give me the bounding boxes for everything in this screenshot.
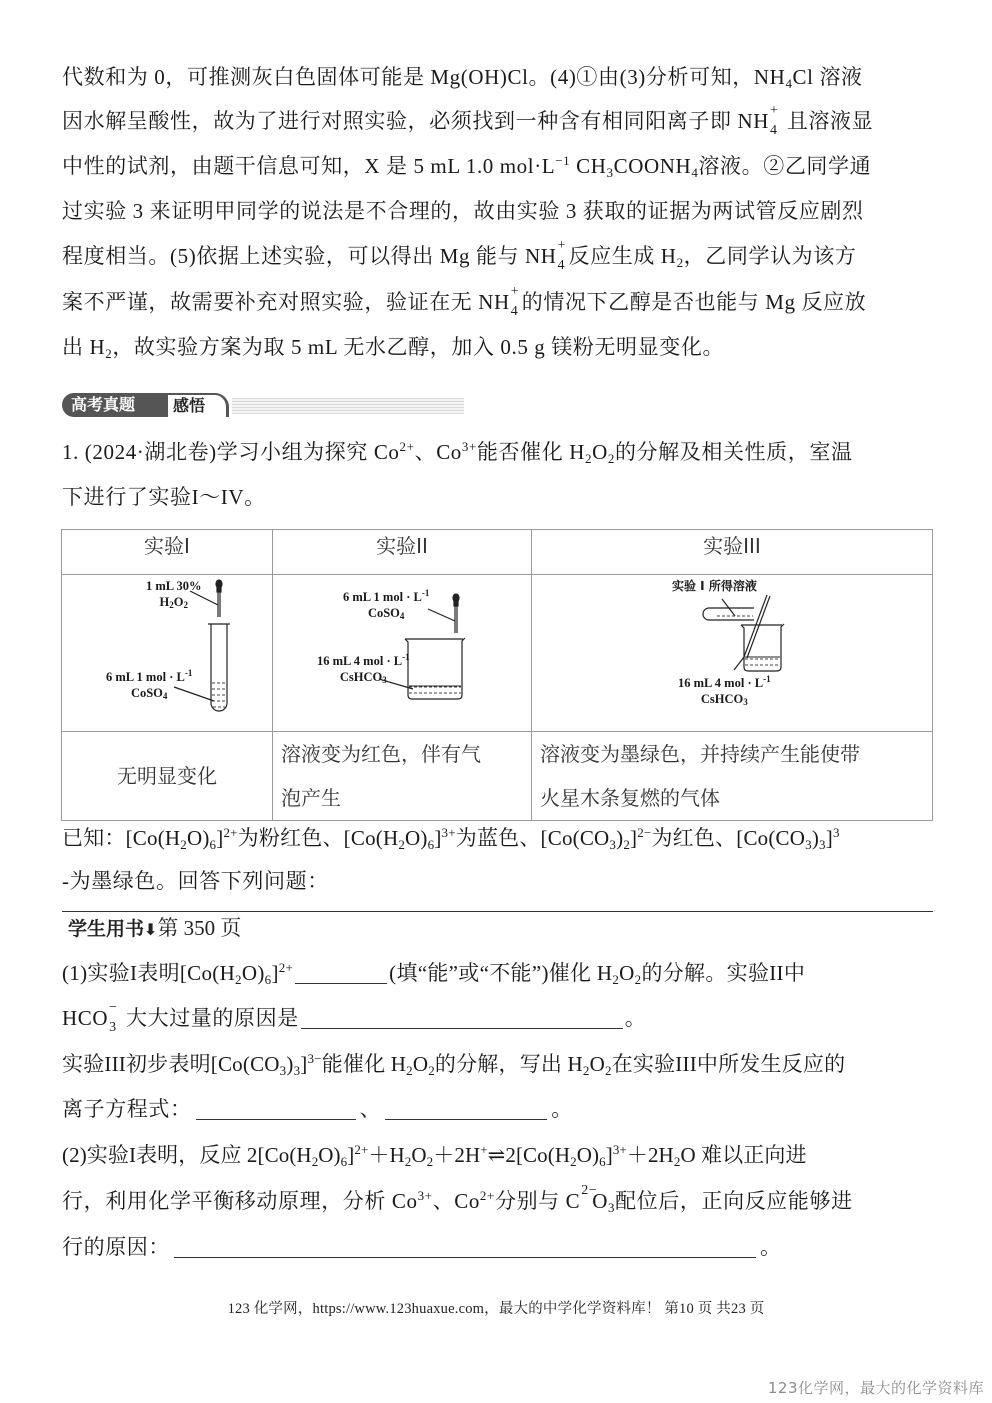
subscript: 2 <box>105 346 113 361</box>
text: (1)实验I表明[Co(H <box>62 961 236 985</box>
text: 16 mL 4 mol · L <box>678 676 764 690</box>
text: 、Co <box>432 1189 480 1213</box>
text: 学生用书 <box>68 918 145 940</box>
superscript: 3 <box>832 825 840 840</box>
text: 的分解，写出 H <box>434 1052 583 1076</box>
ion-charge <box>769 103 781 138</box>
subscript: 2 <box>582 1063 590 1078</box>
superscript: -1 <box>402 652 410 662</box>
superscript: + <box>769 103 779 118</box>
text: 实验III初步表明[Co(CO <box>62 1052 280 1076</box>
subscript: 2 <box>398 837 406 852</box>
exp2-result <box>273 732 532 821</box>
subscript: 4 <box>399 611 405 621</box>
text: 的情况下乙醇是否也能与 Mg 反应放 <box>521 290 867 314</box>
text: 在实验III中所发生反应的 <box>611 1052 846 1076</box>
text: O <box>411 1143 427 1167</box>
exp3-diagram-cell <box>532 575 933 732</box>
text: 、Co <box>414 440 462 464</box>
superscript: 3+ <box>612 1142 627 1157</box>
text: ] <box>216 826 224 850</box>
subscript: 3 <box>805 837 812 852</box>
subscript: 6 <box>427 837 435 852</box>
text: O <box>592 1189 608 1213</box>
text: O <box>592 440 608 464</box>
analysis-line-4: 过实验 3 来证明甲同学的说法是不合理的，故由实验 3 获取的证据为两试管反应剧烈 <box>62 199 864 223</box>
text: 溶液。②乙同学通 <box>698 154 872 178</box>
text: ] <box>825 826 833 850</box>
page-ref: 第 350 页 <box>157 916 242 940</box>
text: 。 <box>551 1097 573 1121</box>
text: 反应生成 H <box>568 244 677 268</box>
ion-charge <box>108 1000 120 1035</box>
text: H <box>159 595 170 609</box>
text: 离子方程式： <box>62 1097 192 1121</box>
analysis-line-7 <box>62 332 724 362</box>
text: 、 <box>359 1097 382 1121</box>
text: ＋2H <box>626 1143 674 1167</box>
subscript: 2 <box>570 1154 577 1169</box>
page-footer: 123 化学网，https://www.123huaxue.com，最大的中学化学资料库！ 第10 页 共23 页 <box>227 1301 765 1317</box>
text: ＋2H <box>433 1143 481 1167</box>
superscript: 2+ <box>223 825 238 840</box>
text: O) <box>241 961 265 985</box>
subscript: 3 <box>606 165 614 180</box>
subscript: 2 <box>605 1063 612 1078</box>
subscript: 2 <box>235 972 242 987</box>
known-line-1 <box>62 823 840 853</box>
subscript: 2 <box>612 972 620 987</box>
subscript: 3 <box>608 1200 616 1215</box>
text: CsHCO <box>339 670 383 684</box>
text: 溶液变为墨绿色，并持续产生能使带 <box>540 742 860 766</box>
text: 1 mL 30% <box>146 579 202 593</box>
text: 6 mL 1 mol · L <box>106 670 185 684</box>
subscript: 4 <box>557 258 566 273</box>
subscript: 2 <box>623 837 631 852</box>
text: 且溶液显 <box>780 109 874 133</box>
text: ] <box>605 1143 613 1167</box>
text: COONH <box>613 154 692 178</box>
q1-line-2 <box>62 1000 647 1035</box>
down-arrow-icon: ⬇ <box>144 920 158 939</box>
header-exp2: 实验II <box>273 530 532 575</box>
subscript: 2 <box>426 1154 434 1169</box>
banner-right-label: 感悟 <box>165 393 229 417</box>
q2-line-3 <box>62 1232 782 1262</box>
banner-left-label: 高考真题 <box>62 393 168 417</box>
text: (2)实验I表明，反应 2[Co(H <box>62 1143 312 1167</box>
q1-line-3 <box>62 1049 845 1079</box>
subscript: 3 <box>743 697 748 707</box>
text: ，故实验方案为取 5 mL 无水乙醇，加入 0.5 g 镁粉无明显变化。 <box>112 335 725 359</box>
text: 因水解呈酸性，故为了进行对照实验，必须找到一种含有相同阳离子即 NH <box>62 109 769 133</box>
subscript: 2 <box>311 1154 319 1169</box>
table-header-row <box>62 530 933 575</box>
superscript: 2+ <box>479 1188 495 1203</box>
superscript: -1 <box>184 668 193 678</box>
superscript: 2+ <box>278 960 294 975</box>
superscript: 2− <box>581 1183 598 1198</box>
superscript: -1 <box>763 674 771 684</box>
text: ] <box>271 961 279 985</box>
superscript: 3+ <box>441 825 456 840</box>
text: O) <box>405 826 428 850</box>
subscript: 2 <box>634 972 642 987</box>
analysis-line-5 <box>62 238 857 273</box>
text: ] <box>434 826 442 850</box>
superscript: + <box>557 238 567 253</box>
test-tube-dropper-icon <box>62 575 272 731</box>
ion-charge <box>557 238 569 273</box>
text: Cl 溶液 <box>792 65 863 89</box>
subscript: 2 <box>404 1154 412 1169</box>
superscript: + <box>480 1142 488 1157</box>
table-result-row <box>62 732 933 821</box>
text: 溶液变为红色，伴有气 <box>281 742 481 766</box>
text: 代数和为 0，可推测灰白色固体可能是 Mg(OH)Cl。(4)①由(3)分析可知，NH <box>62 65 786 89</box>
superscript: 2− <box>637 825 652 840</box>
banner-stripes <box>232 398 464 414</box>
text: 出 H <box>62 335 106 359</box>
subscript: 4 <box>691 165 699 180</box>
exp3-top-label: 实验 I 所得溶液 <box>672 579 757 593</box>
subscript: 6 <box>209 837 217 852</box>
subscript: 4 <box>785 76 793 91</box>
text: 的分解及相关性质，室温 <box>614 440 853 464</box>
analysis-line-2 <box>62 103 874 138</box>
section-banner <box>62 392 462 418</box>
text: CoSO <box>130 686 163 700</box>
exp1-result: 无明显变化 <box>62 732 273 821</box>
text: O) <box>318 1143 341 1167</box>
text: O 难以正向进 <box>680 1143 807 1167</box>
ion-charge <box>580 1183 598 1208</box>
superscript: 3− <box>307 1051 322 1066</box>
superscript: 2+ <box>399 439 415 454</box>
text: 配位后，正向反应能够进 <box>615 1189 853 1213</box>
ion-charge <box>510 284 522 319</box>
text: 的分解。实验II中 <box>641 961 806 985</box>
subscript: 4 <box>769 123 778 138</box>
q2-line-1 <box>62 1140 807 1170</box>
text: 。 <box>760 1235 782 1259</box>
subscript: 6 <box>340 1154 348 1169</box>
beaker-dropper-icon <box>273 575 531 731</box>
superscript: −1 <box>555 153 571 168</box>
answer-blank-2[interactable] <box>301 1006 623 1029</box>
text: 大大过量的原因是 <box>120 1006 299 1030</box>
subscript: 2 <box>183 600 189 610</box>
text: ) <box>616 826 624 850</box>
subscript: 4 <box>162 691 168 701</box>
text: ⇌2[Co(H <box>487 1143 571 1167</box>
text: ] <box>300 1052 308 1076</box>
text: 。 <box>624 1006 647 1030</box>
text: 能催化 H <box>321 1052 407 1076</box>
question-line-1 <box>62 437 853 467</box>
text: 行的原因： <box>62 1235 170 1259</box>
known-line-2: -为墨绿色。回答下列问题： <box>62 869 329 893</box>
text: CoSO <box>367 606 400 620</box>
text: O) <box>186 826 210 850</box>
text: CsHCO <box>700 692 744 706</box>
text: 1. (2024·湖北卷)学习小组为探究 Co <box>62 440 400 464</box>
subscript: 2 <box>676 255 684 270</box>
analysis-line-1 <box>62 62 863 92</box>
text: O <box>412 1052 429 1076</box>
q2-line-2 <box>62 1183 853 1216</box>
subscript: 4 <box>510 304 519 319</box>
text: 泡产生 <box>281 786 341 810</box>
subscript: 3 <box>609 837 617 852</box>
header-exp3: 实验III <box>532 530 933 575</box>
student-book-note <box>68 913 241 945</box>
answer-blank-5[interactable] <box>174 1235 756 1258</box>
text: 已知：[Co(H <box>62 826 181 850</box>
superscript: 3+ <box>461 439 477 454</box>
subscript: 2 <box>673 1154 681 1169</box>
pouring-tube-beaker-icon <box>532 575 932 731</box>
text: 为蓝色、[Co(CO <box>455 826 610 850</box>
subscript: 2 <box>180 837 187 852</box>
analysis-line-3 <box>62 151 871 181</box>
text: 中性的试剂，由题干信息可知，X 是 5 mL 1.0 mol·L <box>62 154 556 178</box>
subscript: 3 <box>109 1020 117 1035</box>
exp3-result <box>532 732 933 821</box>
text: O) <box>576 1143 600 1167</box>
text: 为红色、[Co(CO <box>651 826 806 850</box>
answer-blank-1[interactable] <box>295 961 387 984</box>
text: 案不严谨，故需要补充对照实验，验证在无 NH <box>62 290 510 314</box>
subscript: 2 <box>584 451 593 466</box>
subscript: 6 <box>599 1154 606 1169</box>
subscript: 3 <box>293 1063 301 1078</box>
superscript: − <box>109 1000 118 1015</box>
text: 6 mL 1 mol · L <box>343 590 422 604</box>
text: 行，利用化学平衡移动原理，分析 Co <box>62 1189 418 1213</box>
text: O <box>589 1052 605 1076</box>
superscript: + <box>510 284 520 299</box>
section-divider <box>62 911 933 912</box>
subscript: 2 <box>428 1063 435 1078</box>
text: ] <box>347 1143 355 1167</box>
text: HCO <box>62 1006 109 1030</box>
text: (填“能”或“不能”)催化 H <box>389 961 613 985</box>
answer-blank-3[interactable] <box>196 1097 356 1120</box>
question-line-2: 下进行了实验I～IV。 <box>62 485 266 509</box>
exp1-diagram-cell <box>62 575 273 732</box>
subscript: 3 <box>819 837 826 852</box>
text: 为粉红色、[Co(H <box>237 826 399 850</box>
text: 16 mL 4 mol · L <box>317 654 403 668</box>
watermark: 123化学网，最大的化学资料库 <box>767 1379 984 1397</box>
answer-blank-4[interactable] <box>385 1097 547 1120</box>
q1-line-1 <box>62 958 805 988</box>
superscript: 3+ <box>417 1188 433 1203</box>
text: O <box>173 595 184 609</box>
text: CH <box>570 154 607 178</box>
superscript: -1 <box>421 588 430 598</box>
q1-line-4 <box>62 1094 573 1124</box>
text: ) <box>811 826 820 850</box>
table-diagram-row <box>62 575 933 732</box>
analysis-line-6 <box>62 284 867 319</box>
experiment-table <box>61 529 933 821</box>
text: ＋H <box>368 1143 405 1167</box>
subscript: 3 <box>279 1063 287 1078</box>
subscript: 2 <box>607 451 615 466</box>
exp2-diagram-cell <box>273 575 532 732</box>
superscript: 2+ <box>354 1142 369 1157</box>
text: 火星木条复燃的气体 <box>540 786 720 810</box>
subscript: 6 <box>264 972 272 987</box>
subscript: 2 <box>406 1063 413 1078</box>
header-exp1: 实验I <box>62 530 273 575</box>
text: 分别与 C <box>494 1189 581 1213</box>
subscript: 2 <box>169 600 174 610</box>
subscript: 3 <box>382 675 387 685</box>
text: ] <box>630 826 638 850</box>
text: ) <box>286 1052 294 1076</box>
text: 程度相当。(5)依据上述实验，可以得出 Mg 能与 NH <box>62 244 557 268</box>
text: 能否催化 H <box>476 440 585 464</box>
text: ，乙同学认为该方 <box>683 244 857 268</box>
text: O <box>619 961 635 985</box>
